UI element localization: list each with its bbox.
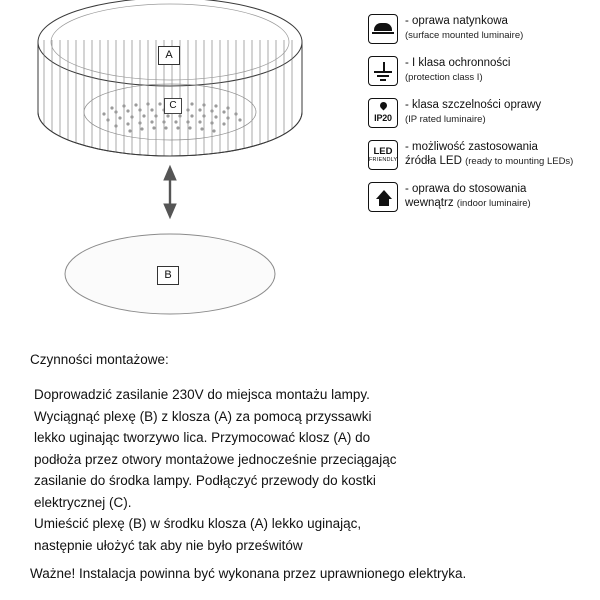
legend-item-text xyxy=(405,56,510,84)
label-a: A xyxy=(158,46,180,65)
instruction-line: lekko uginając tworzywo lica. Przymocować klosz (A) do xyxy=(34,430,371,445)
diagram-svg xyxy=(0,0,360,330)
legend-main-text-2 xyxy=(405,155,573,169)
instruction-line: elektrycznej (C). xyxy=(34,494,132,510)
instruction-line: zasilanie do środka lampy. Podłączyć przewody do kostki xyxy=(34,473,376,488)
led-friendly-label: FRIENDLY xyxy=(369,157,398,163)
assembly-diagram xyxy=(0,0,360,330)
assembly-direction-arrow xyxy=(164,166,176,218)
legend-item-text xyxy=(405,140,573,168)
surface-mounted-luminaire-icon xyxy=(368,14,398,44)
legend-item-text xyxy=(405,98,541,126)
legend-main-text: - oprawa do stosowania xyxy=(405,183,527,195)
legend-item-protection-class xyxy=(368,56,596,86)
legend-main-text-2-part: wewnątrz xyxy=(405,196,454,209)
legend-sub-text: (IP rated luminaire) xyxy=(405,113,486,125)
instructions-block xyxy=(30,352,570,556)
protection-class-1-icon xyxy=(368,56,398,86)
legend-item-ip-rating xyxy=(368,98,596,128)
led-friendly-icon xyxy=(368,140,398,170)
instruction-line: Umieścić plexę (B) w środku klosza (A) lekko uginając, xyxy=(34,516,362,531)
legend-item-text xyxy=(405,14,523,42)
instruction-line: podłoża przez otwory montażowe jednocześnie przeciągając xyxy=(34,451,397,467)
led-label: LED xyxy=(373,146,393,157)
legend-sub-text: (indoor luminaire) xyxy=(456,197,531,209)
installation-warning: Ważne! Instalacja powinna być wykonana przez uprawnionego elektryka. xyxy=(30,566,467,581)
legend-sub-text: (surface mounted luminaire) xyxy=(405,29,524,41)
legend-sub-text: (protection class I) xyxy=(405,71,483,83)
legend-list xyxy=(368,14,596,224)
instruction-line: Wyciągnąć plexę (B) z klosza (A) za pomocą przyssawki xyxy=(34,408,372,424)
label-c: C xyxy=(164,98,182,114)
instructions-title: Czynności montażowe: xyxy=(30,352,169,367)
legend-main-text: - oprawa natynkowa xyxy=(405,15,508,27)
legend-sub-text: (ready to mounting LEDs) xyxy=(465,155,574,167)
instruction-line: następnie ułożyć tak aby nie było prześwitów xyxy=(34,537,303,553)
legend-main-text-2-part: źródła LED xyxy=(405,154,462,167)
instruction-line: Doprowadzić zasilanie 230V do miejsca montażu lampy. xyxy=(34,387,370,402)
legend-main-text: - I klasa ochronności xyxy=(405,57,511,69)
legend-item-surface-mounted xyxy=(368,14,596,44)
legend-main-text-2 xyxy=(405,197,531,211)
indoor-luminaire-icon xyxy=(368,182,398,212)
ip20-rating-label: IP20 xyxy=(374,113,392,123)
legend-main-text: - klasa szczelności oprawy xyxy=(405,99,542,111)
ip20-rating-icon xyxy=(368,98,398,128)
legend-item-indoor xyxy=(368,182,596,212)
legend-item-text xyxy=(405,182,531,210)
legend-item-led-friendly xyxy=(368,140,596,170)
shade-body xyxy=(38,0,302,160)
legend-main-text: - możliwość zastosowania xyxy=(405,141,538,153)
label-b: B xyxy=(157,266,179,285)
